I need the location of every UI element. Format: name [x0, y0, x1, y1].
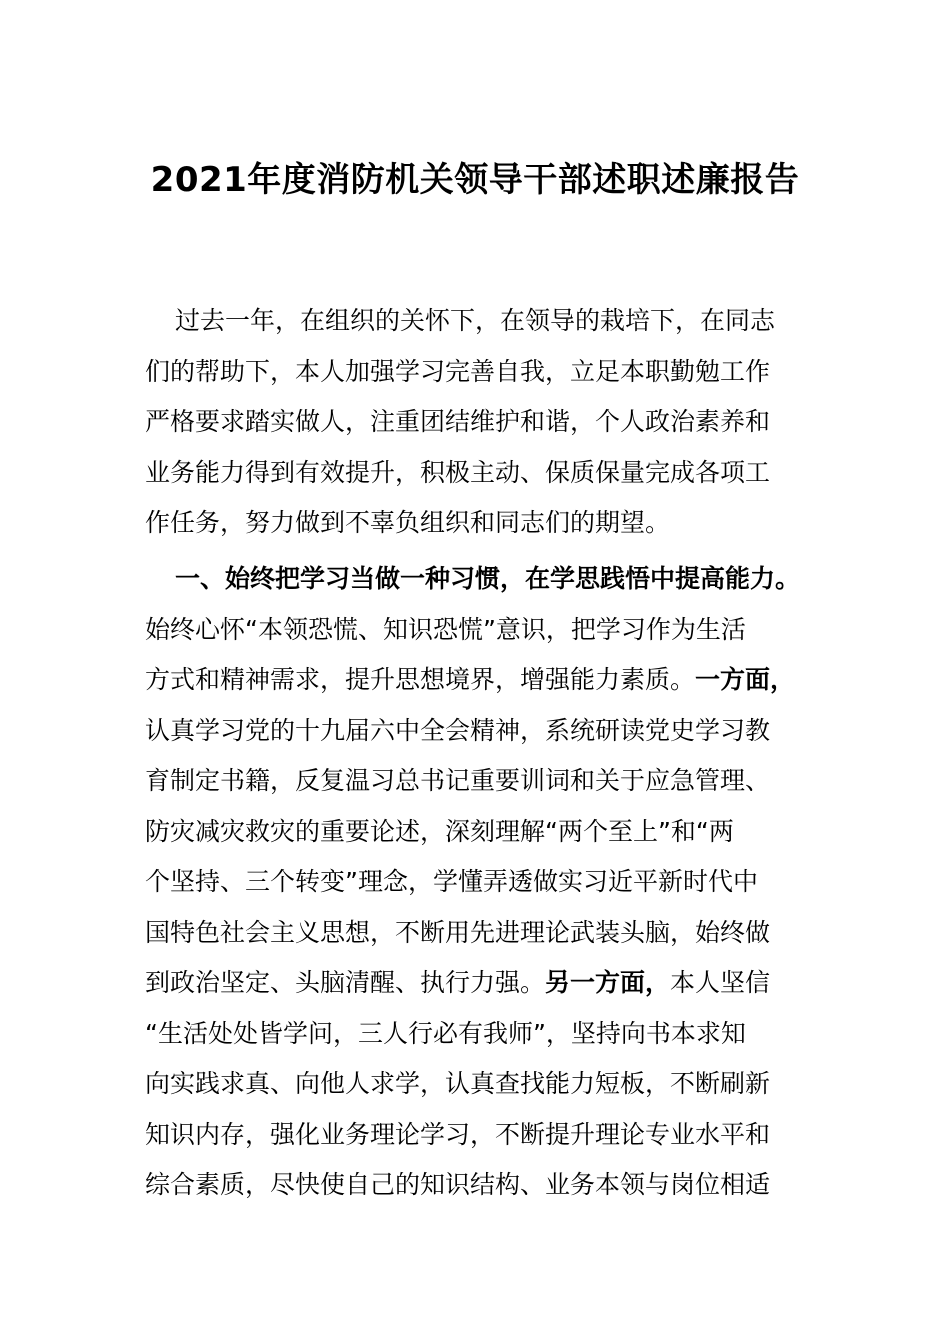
emphasis-text: 一方面， — [695, 665, 796, 694]
paragraph-line: 业务能力得到有效提升，积极主动、保质保量完成各项工 — [145, 457, 771, 487]
section-heading: 一、始终把学习当做一种习惯，在学思践悟中提高能力。 — [175, 564, 801, 593]
paragraph-line: 防灾减灾救灾的重要论述，深刻理解“两个至上”和“两 — [145, 816, 734, 846]
paragraph-line: 作任务，努力做到不辜负组织和同志们的期望。 — [145, 508, 671, 537]
line-text: 方式和精神需求，提升思想境界，增强能力素质。 — [145, 665, 696, 694]
line-text: 到政治坚定、头脑清醒、执行力强。 — [145, 968, 546, 997]
paragraph-line: 向实践求真、向他人求学，认真查找能力短板，不断刷新 — [145, 1069, 771, 1098]
document-title: 2021年度消防机关领导干部述职述廉报告 — [150, 160, 800, 200]
emphasis-text: 另一方面， — [545, 968, 671, 997]
paragraph-line — [145, 655, 825, 706]
paragraph-line: “生活处处皆学问，三人行必有我师”，坚持向书本求知 — [145, 1018, 746, 1048]
paragraph-line: 个坚持、三个转变”理念，学懂弄透做实习近平新时代中 — [145, 867, 758, 896]
line-text: 本人坚信 — [670, 968, 771, 997]
paragraph-line: 严格要求踏实做人，注重团结维护和谐，个人政治素养和 — [145, 407, 771, 436]
paragraph-line: 始终心怀“本领恐慌、知识恐慌”意识，把学习作为生活 — [145, 614, 746, 644]
paragraph-line: 们的帮助下，本人加强学习完善自我，立足本职勤勉工作 — [145, 356, 771, 386]
section-one-paragraph — [145, 554, 825, 1211]
paragraph-line: 国特色社会主义思想，不断用先进理论武装头脑，始终做 — [145, 917, 771, 947]
paragraph-line: 认真学习党的十九届六中全会精神，系统研读党史学习教 — [145, 715, 771, 745]
paragraph-line: 综合素质，尽快使自己的知识结构、业务本领与岗位相适 — [145, 1170, 771, 1199]
paragraph-line — [145, 958, 825, 1009]
paragraph-line: 过去一年，在组织的关怀下，在领导的栽培下，在同志 — [175, 306, 776, 335]
intro-paragraph — [145, 296, 825, 549]
paragraph-line: 育制定书籍，反复温习总书记重要训词和关于应急管理、 — [145, 766, 771, 795]
paragraph-line: 知识内存，强化业务理论学习，不断提升理论专业水平和 — [145, 1119, 771, 1149]
